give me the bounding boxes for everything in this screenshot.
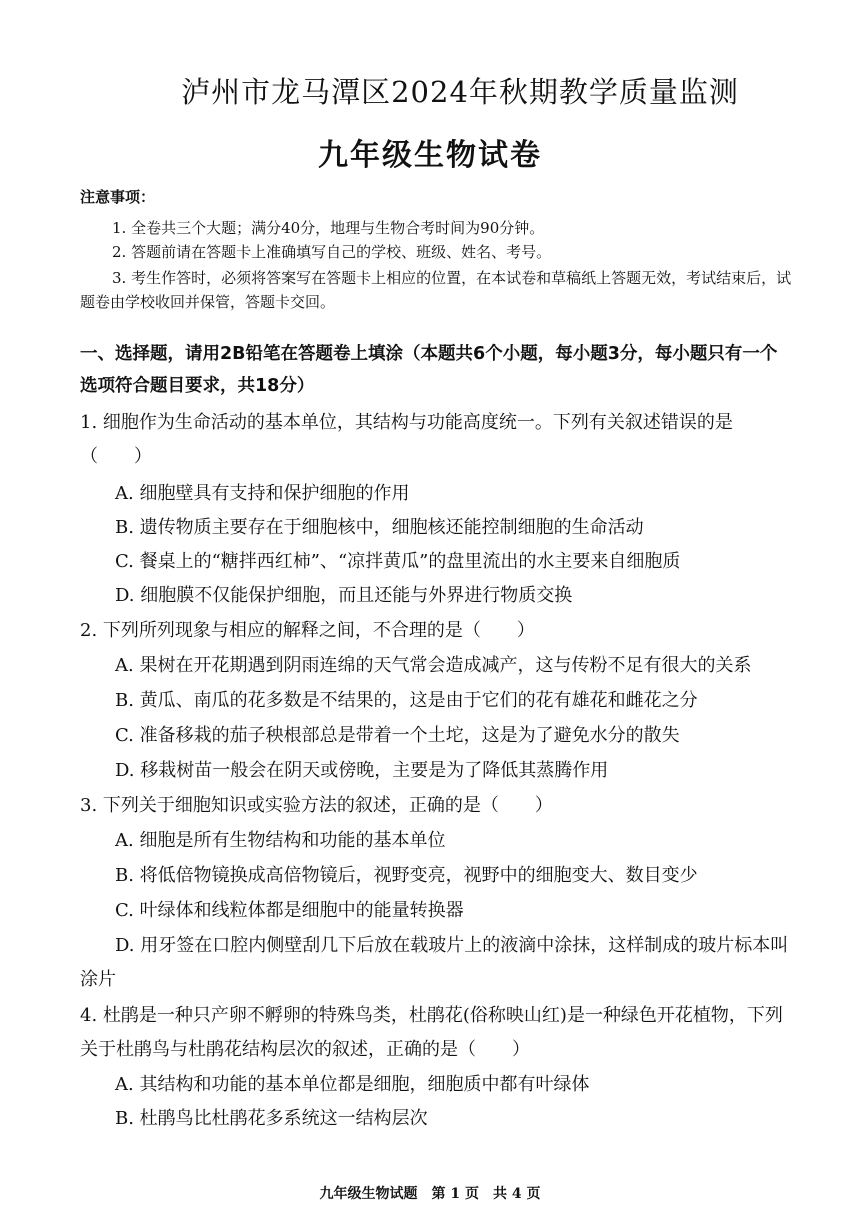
question-1-stem: 1. 细胞作为生命活动的基本单位，其结构与功能高度统一。下列有关叙述错误的是（ ） bbox=[80, 412, 733, 467]
notice-item-1: 1. 全卷共三个大题；满分40分，地理与生物合考时间为90分钟。 bbox=[112, 219, 545, 237]
question-4-stem: 4. 杜鹃是一种只产卵不孵卵的特殊鸟类，杜鹃花(俗称映山红)是一种绿色开花植物，下列关于杜鹃鸟与杜鹃花结构层次的叙述，正确的是（ ） bbox=[80, 1005, 783, 1060]
question-3-option-d: D. 用牙签在口腔内侧壁刮几下后放在载玻片上的液滴中涂抹，这样制成的玻片标本叫涂片 bbox=[80, 935, 789, 990]
question-1-option-a: A. 细胞壁具有支持和保护细胞的作用 bbox=[115, 483, 410, 504]
exam-subtitle: 九年级生物试卷 bbox=[318, 138, 542, 173]
question-2-stem: 2. 下列所列现象与相应的解释之间，不合理的是（ ） bbox=[80, 620, 535, 641]
question-2-option-b: B. 黄瓜、南瓜的花多数是不结果的，这是由于它们的花有雄花和雌花之分 bbox=[115, 690, 698, 711]
question-3-option-b: B. 将低倍物镜换成高倍物镜后，视野变亮，视野中的细胞变大、数目变少 bbox=[115, 865, 698, 886]
question-2-option-a: A. 果树在开花期遇到阴雨连绵的天气常会造成减产，这与传粉不足有很大的关系 bbox=[115, 655, 752, 676]
question-2-option-d: D. 移栽树苗一般会在阴天或傍晚，主要是为了降低其蒸腾作用 bbox=[115, 760, 609, 781]
question-1-option-c: C. 餐桌上的“糖拌西红柿”、“凉拌黄瓜”的盘里流出的水主要来自细胞质 bbox=[115, 551, 681, 572]
notice-item-3: 3. 考生作答时，必须将答案写在答题卡上相应的位置，在本试卷和草稿纸上答题无效，考试结束后，试题卷由学校收回并保管，答题卡交回。 bbox=[80, 269, 792, 311]
question-3-stem: 3. 下列关于细胞知识或实验方法的叙述，正确的是（ ） bbox=[80, 795, 553, 816]
page-footer: 九年级生物试题 第 1 页 共 4 页 bbox=[319, 1186, 541, 1202]
notice-heading: 注意事项： bbox=[80, 188, 156, 206]
question-1-option-d: D. 细胞膜不仅能保护细胞，而且还能与外界进行物质交换 bbox=[115, 585, 573, 606]
question-1-option-b: B. 遗传物质主要存在于细胞核中，细胞核还能控制细胞的生命活动 bbox=[115, 517, 644, 538]
notice-item-2: 2. 答题前请在答题卡上准确填写自己的学校、班级、姓名、考号。 bbox=[112, 243, 552, 261]
question-2-option-c: C. 准备移栽的茄子秧根部总是带着一个土坨，这是为了避免水分的散失 bbox=[115, 725, 680, 746]
question-3-option-a: A. 细胞是所有生物结构和功能的基本单位 bbox=[115, 830, 446, 851]
question-4-option-b: B. 杜鹃鸟比杜鹃花多系统这一结构层次 bbox=[115, 1108, 428, 1129]
question-4-option-a: A. 其结构和功能的基本单位都是细胞，细胞质中都有叶绿体 bbox=[115, 1074, 590, 1095]
section-heading: 一、选择题，请用2B铅笔在答题卷上填涂（本题共6个小题，每小题3分，每小题只有一个选项符合题目要求，共18分） bbox=[80, 344, 778, 396]
question-3-option-c: C. 叶绿体和线粒体都是细胞中的能量转换器 bbox=[115, 900, 464, 921]
exam-title: 泸州市龙马潭区2024年秋期教学质量监测 bbox=[181, 75, 739, 109]
